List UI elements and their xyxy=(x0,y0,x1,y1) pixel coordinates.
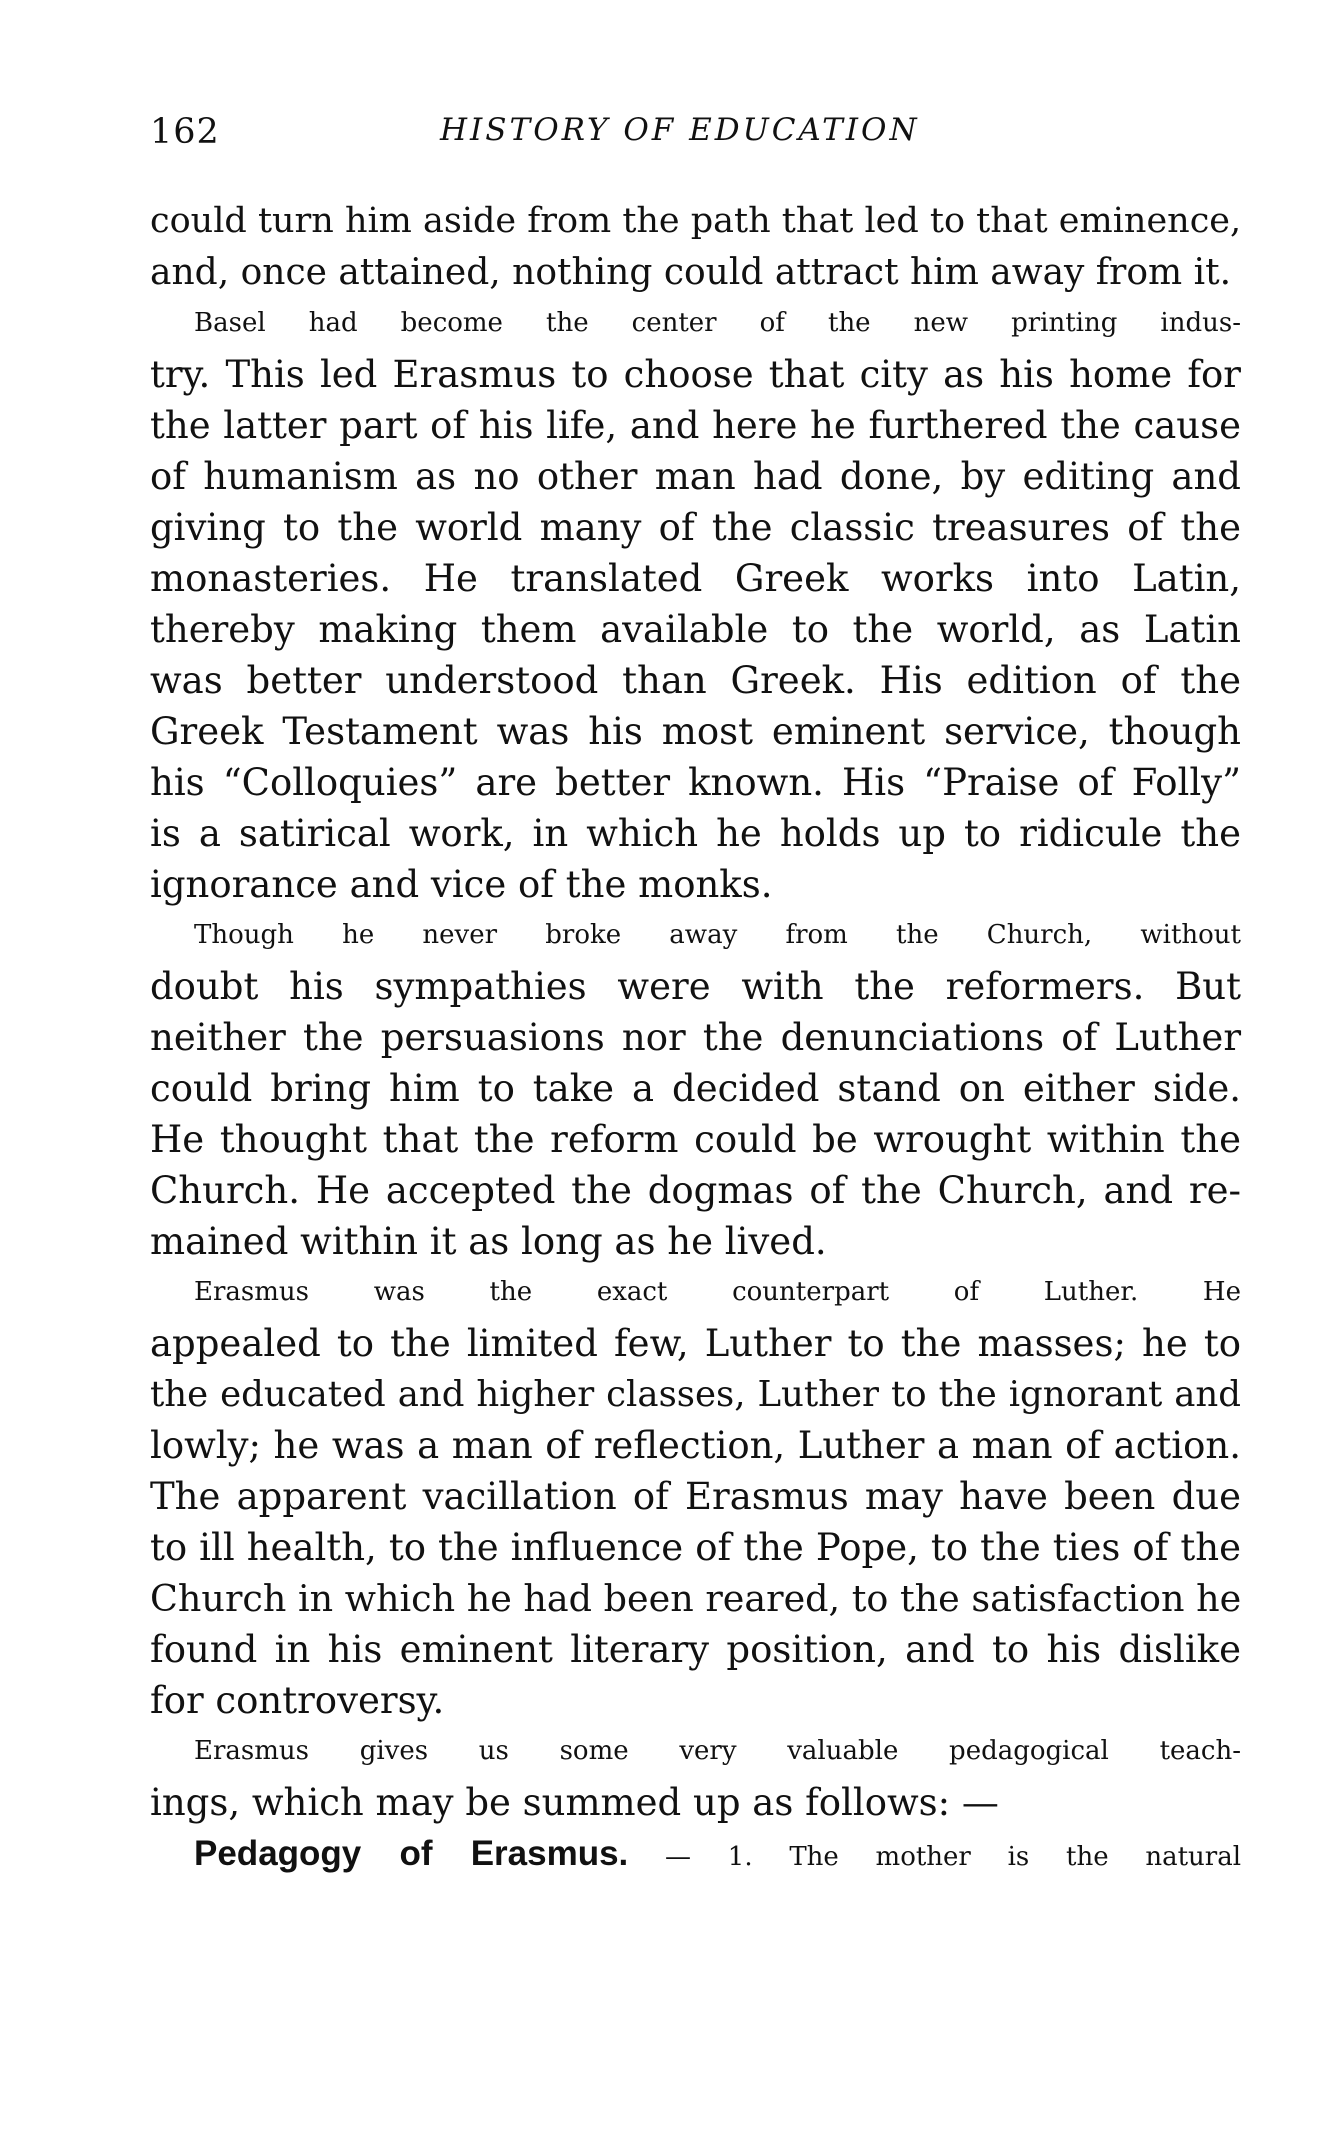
text-line: to ill health, to the influence of the Pope, to the ties of the xyxy=(150,1526,1241,1569)
text-line: Erasmus was the exact counterpart of Luther. He xyxy=(194,1277,1241,1307)
body-text xyxy=(150,196,1241,1879)
text-line: was better understood than Greek. His edition of the xyxy=(150,659,1241,702)
text-line: The apparent vacillation of Erasmus may have been due xyxy=(150,1475,1241,1518)
section-text: — 1. The mother is the natural xyxy=(628,1842,1242,1872)
running-head: HISTORY OF EDUCATION xyxy=(440,112,920,148)
text-line: could bring him to take a decided stand on either side. xyxy=(150,1067,1241,1110)
text-line: Basel had become the center of the new printing indus- xyxy=(194,308,1241,338)
text-line: could turn him aside from the path that led to that eminence, xyxy=(150,201,1242,241)
text-line: thereby making them available to the world, as Latin xyxy=(150,608,1241,651)
text-line: the latter part of his life, and here he furthered the cause xyxy=(150,404,1241,447)
text-line: He thought that the reform could be wrought within the xyxy=(150,1118,1241,1161)
text-line: and, once attained, nothing could attract him away from it. xyxy=(150,252,1232,293)
text-line: the educated and higher classes, Luther to the ignorant and xyxy=(150,1374,1241,1415)
text-line: Church. He accepted the dogmas of the Church, and re- xyxy=(150,1169,1241,1212)
text-line: Erasmus gives us some very valuable pedagogical teach- xyxy=(194,1736,1241,1766)
text-line: doubt his sympathies were with the reformers. But xyxy=(150,965,1241,1008)
text-line: Though he never broke away from the Church, without xyxy=(194,920,1241,950)
text-line: monasteries. He translated Greek works into Latin, xyxy=(150,557,1241,600)
text-line: Church in which he had been reared, to the satisfaction he xyxy=(150,1577,1242,1620)
text-line: of humanism as no other man had done, by editing and xyxy=(150,455,1241,498)
text-line: found in his eminent literary position, and to his dislike xyxy=(150,1628,1241,1671)
text-line-section xyxy=(150,1828,1241,1879)
page-number: 162 xyxy=(150,112,220,152)
text-line: for controversy. xyxy=(150,1679,445,1722)
text-line: Greek Testament was his most eminent service, though xyxy=(150,710,1241,753)
text-line: ignorance and vice of the monks. xyxy=(150,863,773,906)
text-line: his “Colloquies” are better known. His “Praise of Folly” xyxy=(150,761,1241,804)
text-line: is a satirical work, in which he holds up to ridicule the xyxy=(150,812,1241,855)
page-header xyxy=(150,112,1240,162)
text-line: try. This led Erasmus to choose that city as his home for xyxy=(150,353,1241,396)
text-line: mained within it as long as he lived. xyxy=(150,1220,827,1263)
text-line: appealed to the limited few, Luther to the masses; he to xyxy=(150,1322,1241,1365)
text-line: lowly; he was a man of reflection, Luther a man of action. xyxy=(150,1424,1241,1467)
text-line: ings, which may be summed up as follows: — xyxy=(150,1781,999,1824)
text-line: neither the persuasions nor the denunciations of Luther xyxy=(150,1016,1241,1059)
text-line: giving to the world many of the classic treasures of the xyxy=(150,506,1241,549)
section-heading: Pedagogy of Erasmus. xyxy=(194,1834,629,1873)
